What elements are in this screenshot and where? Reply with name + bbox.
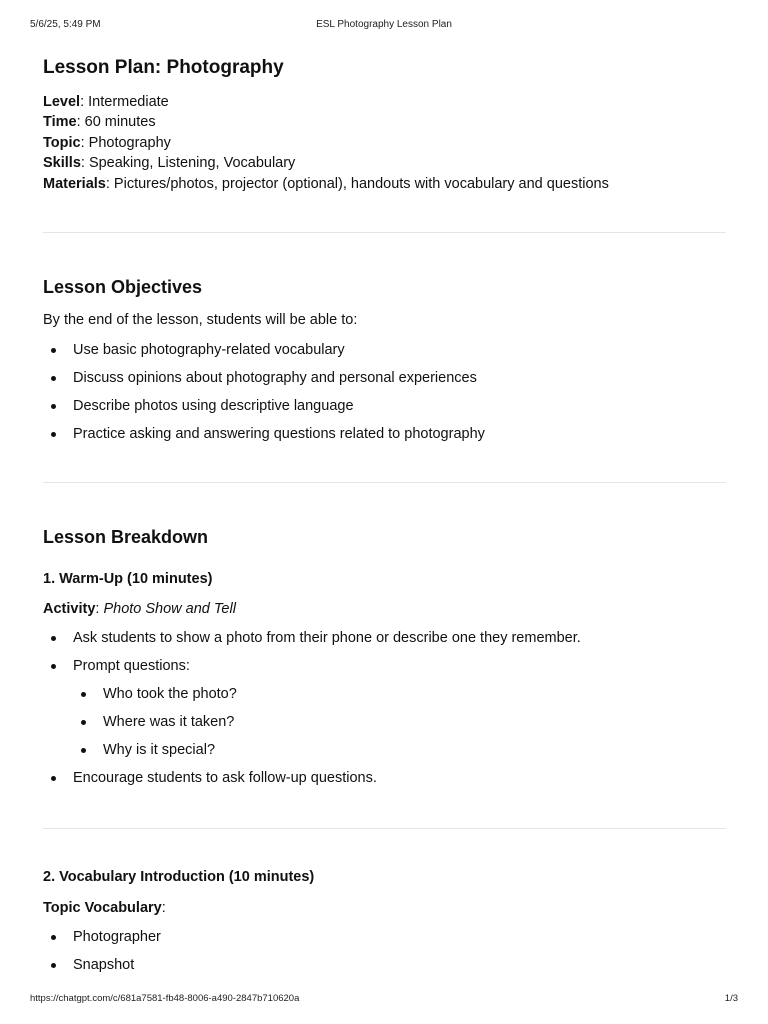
activity-value: Photo Show and Tell	[103, 601, 236, 617]
print-title: ESL Photography Lesson Plan	[316, 19, 452, 30]
meta-label: Skills	[43, 155, 81, 172]
meta-label: Level	[43, 94, 81, 110]
warmup-activity	[43, 601, 236, 617]
list-item: Photographer	[43, 928, 161, 956]
warmup-list	[43, 629, 581, 797]
page-number: 1/3	[724, 993, 738, 1004]
prompt-questions-list	[73, 685, 581, 769]
page-url: https://chatgpt.com/c/681a7581-fb48-8006-a490-2847b710620a	[30, 993, 300, 1004]
list-item: Why is it special?	[73, 741, 581, 769]
lesson-meta	[43, 92, 609, 194]
vocab-list	[43, 928, 161, 984]
divider	[43, 828, 726, 829]
meta-value: : Pictures/photos, projector (optional), handouts with vocabulary and questions	[105, 175, 609, 192]
meta-value: : 60 minutes	[76, 114, 156, 131]
list-item-label: Prompt questions:	[73, 658, 190, 674]
meta-skills	[43, 153, 609, 173]
meta-label: Topic	[43, 134, 81, 151]
meta-level	[43, 92, 609, 112]
activity-sep: :	[95, 601, 104, 617]
divider	[43, 232, 726, 233]
meta-value: : Intermediate	[80, 94, 169, 110]
list-item: Use basic photography-related vocabulary	[43, 341, 485, 369]
list-item-prompts	[43, 657, 581, 769]
vocab-label	[43, 900, 166, 916]
list-item: Ask students to show a photo from their phone or describe one they remember.	[43, 629, 581, 657]
meta-materials	[43, 174, 609, 194]
print-header	[30, 19, 738, 33]
meta-label: Materials	[43, 175, 106, 192]
vocab-heading: 2. Vocabulary Introduction (10 minutes)	[43, 869, 315, 885]
meta-time	[43, 112, 609, 132]
list-item: Describe photos using descriptive language	[43, 397, 485, 425]
list-item: Discuss opinions about photography and personal experiences	[43, 369, 485, 397]
meta-topic	[43, 133, 609, 153]
print-date: 5/6/25, 5:49 PM	[30, 19, 101, 30]
breakdown-heading: Lesson Breakdown	[43, 527, 209, 547]
meta-label: Time	[43, 114, 77, 131]
list-item: Snapshot	[43, 956, 161, 984]
vocab-label-text: Topic Vocabulary	[43, 900, 162, 916]
list-item: Where was it taken?	[73, 713, 581, 741]
warmup-heading: 1. Warm-Up (10 minutes)	[43, 571, 213, 587]
objectives-list	[43, 341, 485, 453]
divider	[43, 482, 726, 483]
meta-value: : Photography	[80, 134, 171, 151]
print-footer	[30, 993, 738, 1007]
activity-label: Activity	[43, 601, 96, 617]
list-item: Who took the photo?	[73, 685, 581, 713]
meta-value: : Speaking, Listening, Vocabulary	[80, 155, 296, 172]
page-title: Lesson Plan: Photography	[43, 57, 284, 78]
objectives-heading: Lesson Objectives	[43, 277, 203, 297]
objectives-intro: By the end of the lesson, students will be able to:	[43, 312, 358, 328]
list-item: Encourage students to ask follow-up questions.	[43, 769, 581, 797]
vocab-sep: :	[161, 900, 166, 916]
list-item: Practice asking and answering questions related to photography	[43, 425, 485, 453]
